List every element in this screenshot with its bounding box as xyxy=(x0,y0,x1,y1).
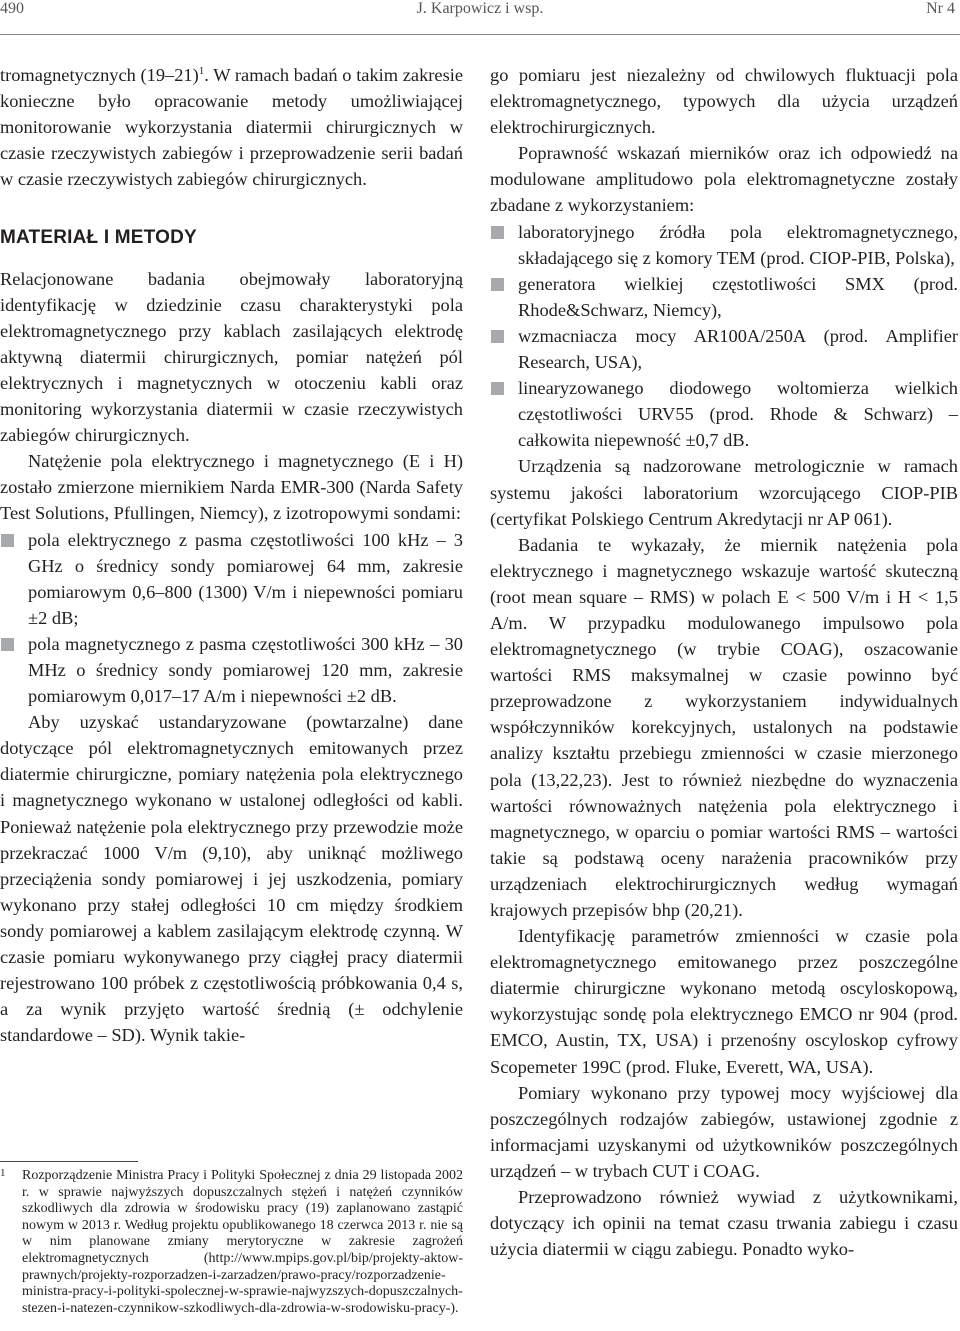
page-number: 490 xyxy=(0,0,24,17)
right-column xyxy=(490,62,958,1262)
equipment-list-item xyxy=(490,375,958,453)
left-column xyxy=(0,62,463,1048)
equipment-list-item xyxy=(490,219,958,271)
probe-list-item-text: pola elektrycznego z pasma częstotliwości 100 kHz – 3 GHz o średnicy sondy pomiarowej 64 mm, zakresie pomiarowym 0,6–800 (1300) V/m i niepewności pomiaru ±2 dB; xyxy=(28,529,463,628)
probe-list xyxy=(0,527,463,710)
square-bullet-icon xyxy=(491,278,504,291)
section-heading: MATERIAŁ I METODY xyxy=(0,227,197,249)
footnote-rule xyxy=(0,1161,138,1162)
intro-paragraph xyxy=(0,62,463,192)
rms-paragraph: Badania te wykazały, że miernik natężenia pola elektrycznego i magnetycznego wskazuje wartość skuteczną (root mean square – RMS) w polach E < 500 V/m i H < 1,5 A/m. W przypadku modulowanego impulsowo pola elektromagnetycznego (w trybie COAG), oszacowanie wartości RMS maksymalnej w czasie powinno być przeprowadzone z wykorzystaniem indywidualnych współczynników korekcyjnych, ustalonych na podstawie analizy kształtu przebiegu zmienności w czasie mierzonego pola (13,22,23). Jest to również niezbędne do wyznaczenia wartości równoważnych natężenia pola elektrycznego i magnetycznego, w oparciu o pomiar wartości RMS – wartości takie są podstawą oceny narażenia pracowników przy urządzeniach elektrochirurgicznych według wymagań krajowych przepisów bhp (20,21). xyxy=(490,534,958,920)
running-authors: J. Karpowicz i wsp. xyxy=(416,0,544,17)
equipment-list xyxy=(490,219,958,454)
interview-paragraph: Przeprowadzono również wywiad z użytkownikami, dotyczący ich opinii na temat czasu trwania zabiegu i czasu użycia diatermii w ciągu zabiegu. Ponadto wyko- xyxy=(490,1187,958,1260)
equipment-list-item-text: wzmacniacza mocy AR100A/250A (prod. Amplifier Research, USA), xyxy=(518,325,958,373)
intro-text-start: tromagnetycznych (19–21) xyxy=(0,65,199,85)
issue-number: Nr 4 xyxy=(926,0,955,17)
intro-text-end: . W ramach badań o takim zakresie konieczne było opracowanie metody umożliwiającej monitorowanie wykorzystania diatermii chirurgicznych w czasie rzeczywistych zabiegów i przeprowadzenie serii badań w czasie rzeczywistych zabiegów chirurgicznych. xyxy=(0,65,463,190)
equipment-list-item-text: laboratoryjnego źródła pola elektromagnetycznego, składającego się z komory TEM (prod. CIOP-PIB, Polska), xyxy=(518,221,958,268)
probe-list-item xyxy=(0,527,463,631)
equipment-list-item xyxy=(490,271,958,323)
power-paragraph: Pomiary wykonano przy typowej mocy wyjściowej dla poszczególnych rodzajów zabiegów, ustawionej zgodnie z informacjami uzyskanymi od użytkowników poszczególnych urządzeń – w trybach CUT i COAG. xyxy=(490,1082,958,1181)
footnote-ref[interactable]: 1 xyxy=(198,64,205,77)
metrology-paragraph: Urządzenia są nadzorowane metrologicznie w ramach systemu jakości laboratorium wzorcującego CIOP-PIB (certyfikat Polskiego Centrum Akredytacji nr AP 061). xyxy=(490,456,958,529)
continued-paragraph: go pomiaru jest niezależny od chwilowych fluktuacji pola elektromagnetycznego, typowych dla użycia urządzeń elektrochirurgicznych. xyxy=(490,65,958,138)
methods-paragraph-2: Natężenie pola elektrycznego i magnetycznego (E i H) zostało zmierzone miernikiem Narda EMR-300 (Narda Safety Test Solutions, Pfullingen, Niemcy), z izotropowymi sondami: xyxy=(0,451,463,524)
square-bullet-icon xyxy=(491,226,504,239)
equipment-list-item-text: generatora wielkiej częstotliwości SMX (prod. Rhode&Schwarz, Niemcy), xyxy=(518,273,958,320)
probe-list-item-text: pola magnetycznego z pasma częstotliwości 300 kHz – 30 MHz o średnicy sondy pomiarowej 120 mm, zakresie pomiarowym 0,017–17 A/m i niepewności ±2 dB. xyxy=(28,633,463,707)
equipment-list-item xyxy=(490,323,958,375)
equipment-list-item-text: linearyzowanego diodowego woltomierza wielkich częstotliwości URV55 (prod. Rhode & Schwarz) – całkowita niepewność ±0,7 dB. xyxy=(518,378,958,451)
square-bullet-icon xyxy=(491,330,504,343)
square-bullet-icon xyxy=(491,382,504,395)
footnote-text: Rozporządzenie Ministra Pracy i Polityki Społecznej z dnia 29 listopada 2002 r. w sprawie najwyższych dopuszczalnych stężeń i natężeń czynników szkodliwych dla zdrowia w środowisku pracy (19) zaplanowano zastąpić nowym w 2013 r. Według projektu opublikowanego 18 czerwca 2013 r. nie są w nim planowane zmiany merytoryczne w zakresie zagrożeń elektromagnetycznych (http://www.mpips.gov.pl/bip/projekty-aktow-prawnych/projekty-rozporzadzen-i-zarzadzen/prawo-pracy/rozporzadzenie-ministra-pracy-i-polityki-spolecznej-w-sprawie-najwyzszych-dopuszczalnych-stezen-i-natezen-czynnikow-szkodliwych-dla-zdrowia-w-srodowisku-pracy-). xyxy=(22,1168,463,1316)
calibration-paragraph: Poprawność wskazań mierników oraz ich odpowiedź na modulowane amplitudowo pola elektromagnetyczne zostały zbadane z wykorzystaniem: xyxy=(490,143,958,216)
square-bullet-icon xyxy=(1,534,14,547)
probe-list-item xyxy=(0,631,463,709)
running-header xyxy=(0,0,960,30)
oscilloscope-paragraph: Identyfikację parametrów zmienności w czasie pola elektromagnetycznego emitowanego przez poszczególne diatermie chirurgiczne wykonano metodą oscyloskopową, wykorzystując sondę pola elektrycznego EMCO nr 904 (prod. EMCO, Austin, TX, USA) i przenośny oscyloskop cyfrowy Scopemeter 199C (prod. Fluke, Everett, WA, USA). xyxy=(490,926,958,1077)
methods-paragraph-3: Aby uzyskać ustandaryzowane (powtarzalne) dane dotyczące pól elektromagnetycznych emitowanych przez diatermie chirurgiczne, pomiary natężenia pola elektrycznego i magnetycznego wykonano w ustalonej odległości od kabli. Ponieważ natężenie pola elektrycznego przy przewodzie może przekraczać 1000 V/m (9,10), aby uniknąć możliwego przeciążenia sondy pomiarowej i jej uszkodzenia, pomiary wykonano przy stałej odległości 10 cm między środkiem sondy pomiarowej a kablem zasilającym elektrodę czynną. W czasie pomiaru wykonywanego przy ciągłej pracy diatermii rejestrowano 100 próbek z częstotliwością próbkowania 0,4 s, a za wynik przyjęto wartość średnią (± odchylenie standardowe – SD). Wynik takie- xyxy=(0,712,463,1046)
methods-paragraph-1: Relacjonowane badania obejmowały laboratoryjną identyfikację w dziedzinie czasu charakterystyki pola elektromagnetycznego przy kablach zasilających elektrodę aktywną diatermii chirurgicznych, pomiar natężeń pól elektrycznych i magnetycznych w otoczeniu kabli oraz monitoring wykorzystania diatermii w czasie rzeczywistych zabiegów chirurgicznych. xyxy=(0,268,463,446)
header-rule xyxy=(0,34,960,35)
footnote-number: 1 xyxy=(0,1167,6,1179)
square-bullet-icon xyxy=(1,638,14,651)
footnote xyxy=(0,1168,463,1317)
